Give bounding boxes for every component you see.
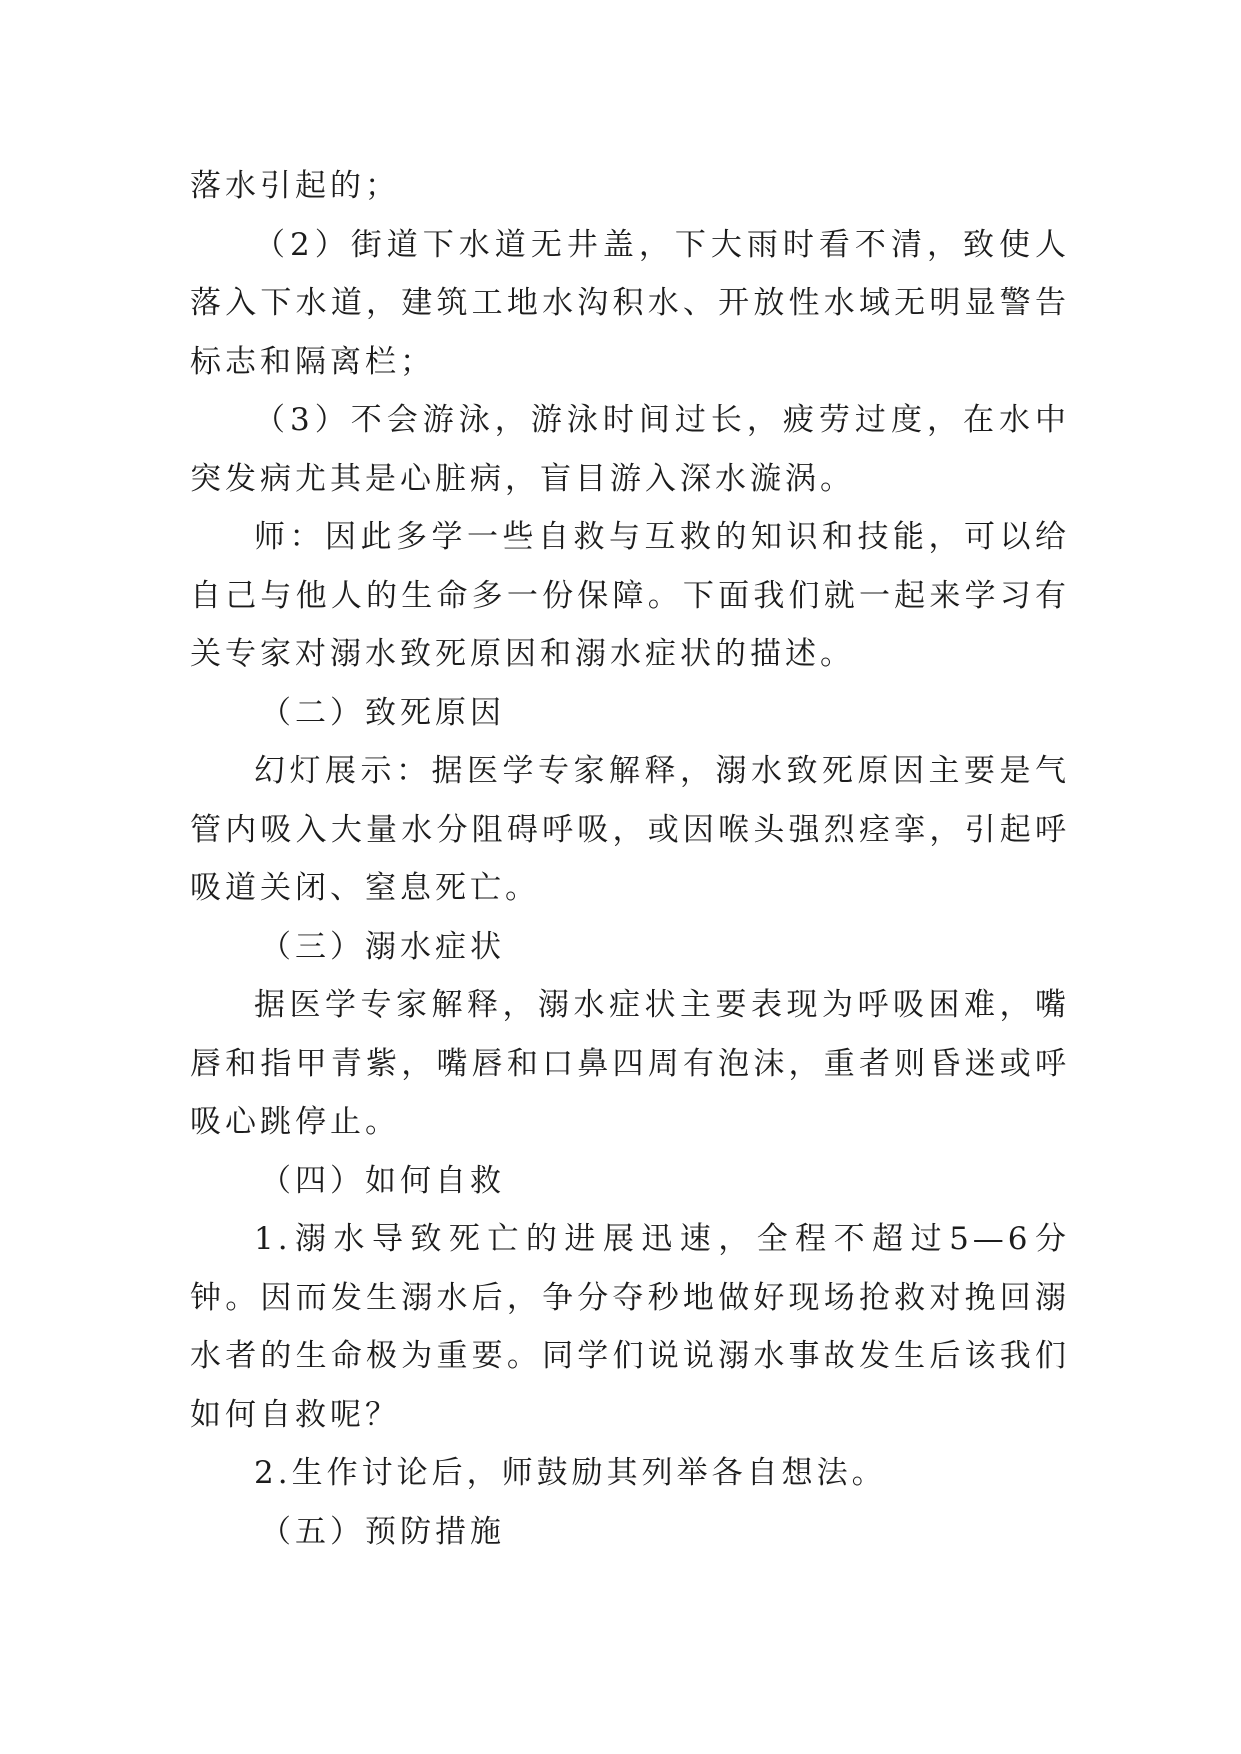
paragraph-continuation: 落水引起的； (190, 168, 400, 204)
paragraph-self-rescue-1: 1.溺水导致死亡的进展迅速，全程不超过5—6分钟。因而发生溺水后，争分夺秒地做好现场抢救对挽回溺水者的生命极为重要。同学们说说溺水事故发生后该我们如何自救呢？ (190, 1221, 1070, 1433)
section-heading-prevention: （五）预防措施 (260, 1513, 505, 1550)
section-heading-symptoms: （三）溺水症状 (260, 928, 505, 965)
paragraph-slide-cause: 幻灯展示：据医学专家解释，溺水致死原因主要是气管内吸入大量水分阻碍呼吸，或因喉头强烈痉挛，引起呼吸道关闭、窒息死亡。 (190, 753, 1070, 906)
paragraph-list-item-3: （3）不会游泳，游泳时间过长，疲劳过度，在水中突发病尤其是心脏病，盲目游入深水漩涡。 (190, 402, 1070, 497)
paragraph-symptoms: 据医学专家解释，溺水症状主要表现为呼吸困难，嘴唇和指甲青紫，嘴唇和口鼻四周有泡沫，重者则昏迷或呼吸心跳停止。 (190, 987, 1070, 1140)
section-heading-self-rescue: （四）如何自救 (260, 1162, 505, 1199)
section-heading-cause-of-death: （二）致死原因 (260, 694, 505, 731)
paragraph-list-item-2: （2）街道下水道无井盖，下大雨时看不清，致使人落入下水道，建筑工地水沟积水、开放性水域无明显警告标志和隔离栏； (190, 226, 1070, 380)
paragraph-self-rescue-2: 2.生作讨论后，师鼓励其列举各自想法。 (254, 1455, 887, 1491)
document-body (190, 157, 1070, 1561)
paragraph-teacher-remark: 师：因此多学一些自救与互救的知识和技能，可以给自己与他人的生命多一份保障。下面我们就一起来学习有关专家对溺水致死原因和溺水症状的描述。 (190, 519, 1070, 672)
